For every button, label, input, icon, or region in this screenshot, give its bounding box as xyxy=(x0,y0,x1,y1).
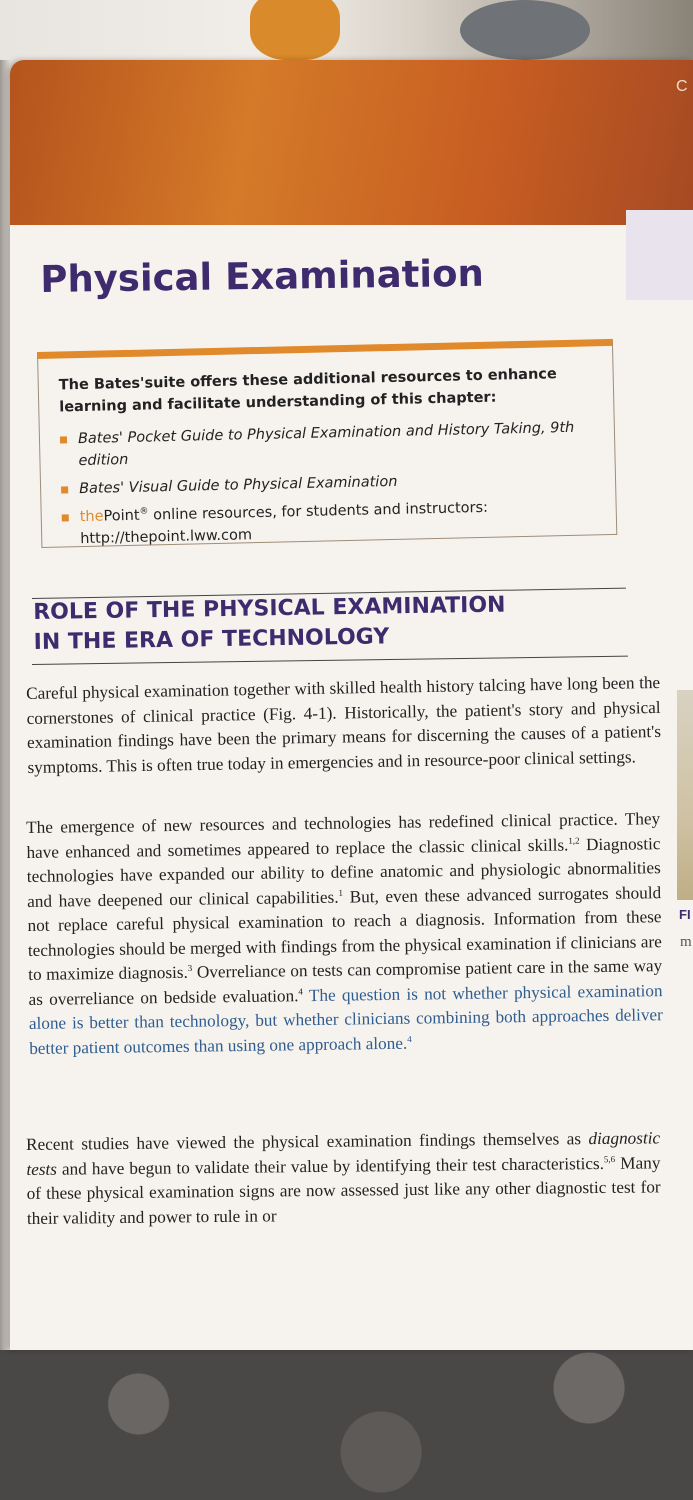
citation: 1,2 xyxy=(568,835,580,846)
thepoint-brand-the: the xyxy=(79,508,104,526)
citation: 3 xyxy=(187,962,193,974)
section-heading-line2: IN THE ERA OF TECHNOLOGY xyxy=(33,624,390,655)
p2-text-d: Overreliance on tests can compromise patient care in the same way as overreliance on bedside evaluation. xyxy=(28,956,663,1009)
citation: 4 xyxy=(407,1033,412,1044)
resource-item-text: Bates' Pocket Guide to Physical Examination and History Taking, 9th edition xyxy=(77,419,575,470)
bullet-square-icon xyxy=(61,486,68,493)
side-tab xyxy=(626,210,693,300)
thepoint-link-text[interactable]: online resources, for students and instructors: http://thepoint.lww.com xyxy=(80,499,489,548)
body-paragraph-2 xyxy=(26,807,663,1061)
p3-text-c: Many of these physical examination signs are now assessed just like any other diagnostic test for their validity and power to rule in or xyxy=(26,1152,661,1228)
p2-text-b: Diagnostic technologies have expanded our ability to define anatomic and physiologic abnormalities and have deepened our clinical capabilities. xyxy=(26,833,661,911)
citation: 1 xyxy=(338,887,344,898)
thepoint-brand-point: Point xyxy=(103,507,140,525)
resource-item xyxy=(60,416,601,472)
p2-highlighted-text: The question is not whether physical examination alone is better than technology, but whether clinicians combining both approaches deliver better patient outcomes than using one approach alone. xyxy=(28,980,663,1058)
chapter-banner xyxy=(10,60,693,225)
bullet-square-icon xyxy=(62,514,69,521)
p3-emphasis: diagnostic tests xyxy=(26,1128,661,1179)
p3-text-a: Recent studies have viewed the physical examination findings themselves as xyxy=(26,1129,589,1154)
p3-text-b: and have begun to validate their value by identifying their test characteristics. xyxy=(56,1153,605,1179)
fabric-pattern-orange xyxy=(250,0,340,60)
resources-box xyxy=(37,339,617,548)
resource-item-thepoint xyxy=(62,494,603,550)
resource-item-text: Bates' Visual Guide to Physical Examination xyxy=(78,473,398,498)
p2-text-a: The emergence of new resources and technologies has redefined clinical practice. They have enhanced and sometimes appeared to replace the classic clinical skills. xyxy=(26,809,661,862)
bullet-square-icon xyxy=(60,436,67,443)
body-paragraph-1: Careful physical examination together with skilled health history talcing have long been the cornerstones of clinical practice (Fig. 4-1). Historically, the patient's story and physical examination findings have been the primary means for discerning the causes of a patient's symptoms. This is often true today in emergencies and in resource-poor clinical settings. xyxy=(26,672,662,777)
trademark-mark: ® xyxy=(139,506,149,517)
resources-intro: The Bates'suite offers these additional resources to enhance learning and facilitate understanding of this chapter: xyxy=(58,366,557,416)
background-fabric-bottom xyxy=(0,1340,693,1500)
citation: 5,6 xyxy=(603,1153,616,1164)
figure-caption-partial: m xyxy=(680,934,692,950)
section-heading-line1: ROLE OF THE PHYSICAL EXAMINATION xyxy=(33,592,506,625)
fabric-pattern-gray xyxy=(460,0,590,60)
figure-photo-partial xyxy=(677,690,693,900)
citation: 4 xyxy=(298,985,303,996)
chapter-title: Physical Examination xyxy=(40,251,485,301)
resources-list xyxy=(60,416,603,556)
body-paragraph-3 xyxy=(26,1126,661,1231)
banner-corner-letter: C xyxy=(676,78,688,95)
page-left-edge xyxy=(0,60,10,1350)
section-heading xyxy=(33,589,624,658)
p2-text-c: But, even these advanced surrogates should not replace careful physical examination to reach a diagnosis. Information from these technologies should be merged with findings from the physical examination if clinicians are to maximize diagnosis. xyxy=(27,882,662,984)
figure-label-partial: FI xyxy=(679,907,691,922)
